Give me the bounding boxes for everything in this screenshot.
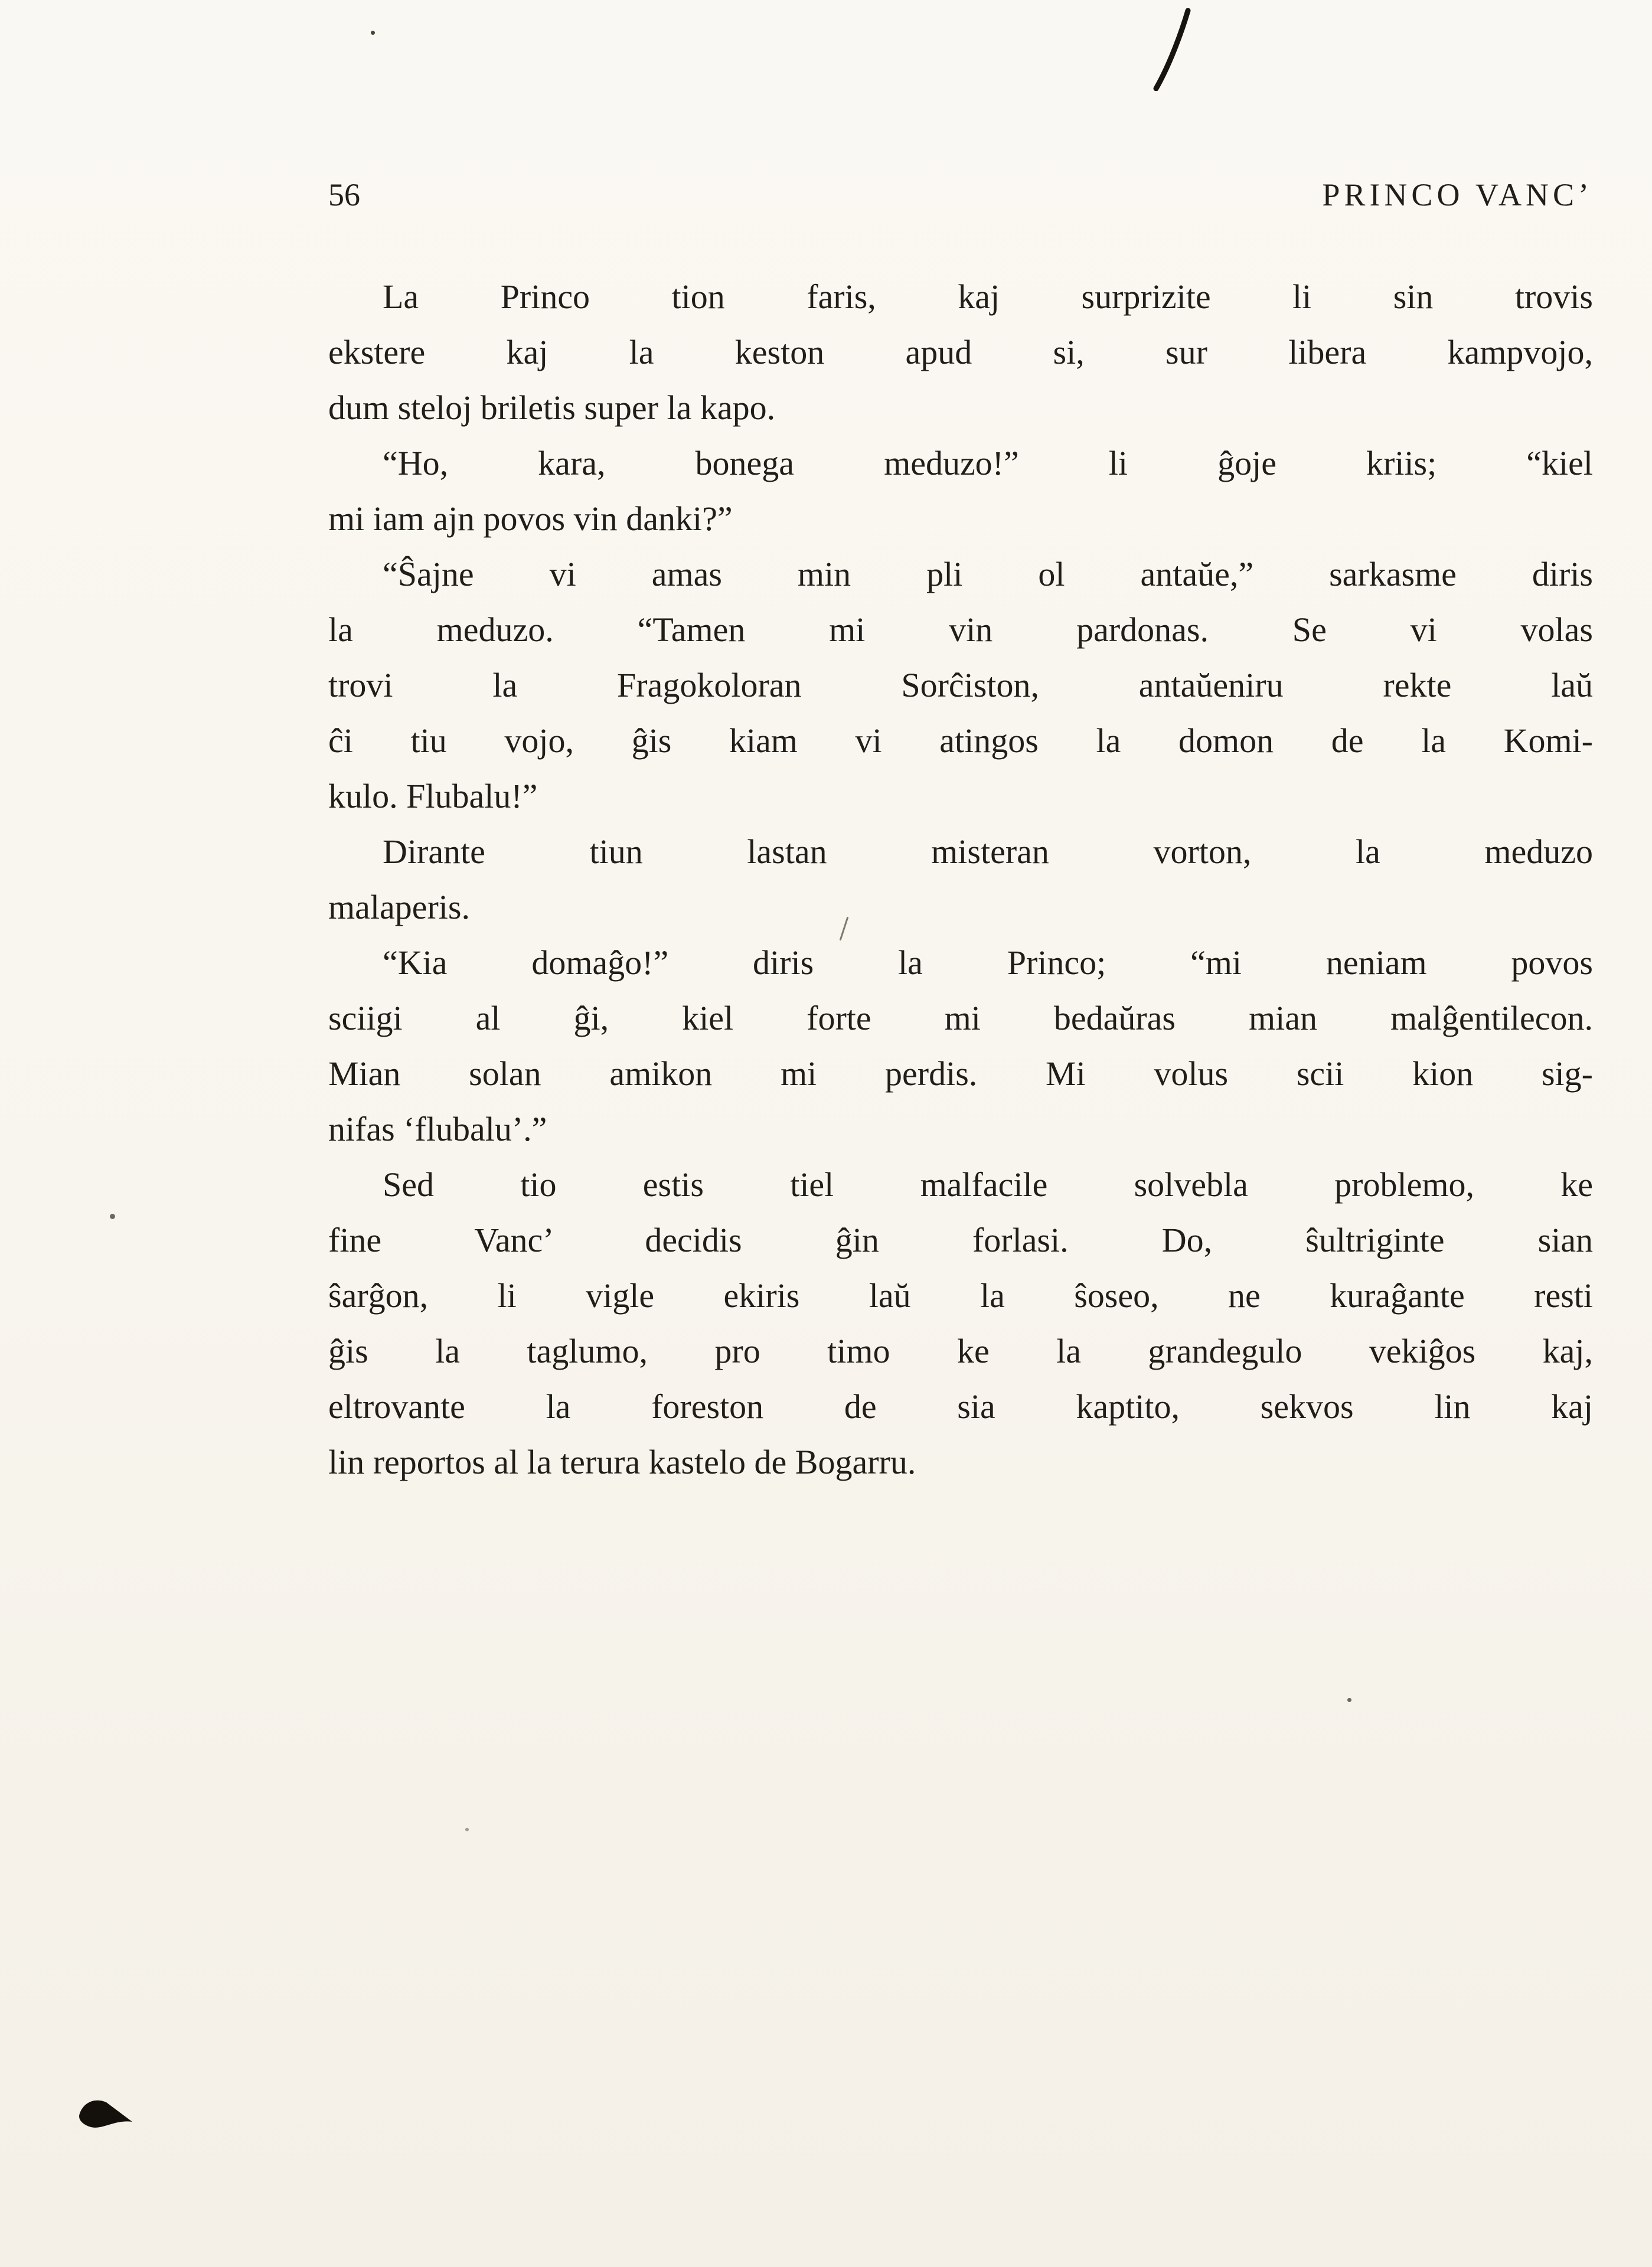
text-line: dum steloj briletis super la kapo. [328, 388, 776, 427]
paragraph [328, 935, 1593, 1157]
paragraph [328, 547, 1593, 824]
text-line: ŝarĝon, li vigle ekiris laŭ la ŝoseo, ne kuraĝante resti [328, 1276, 1593, 1315]
page-number: 56 [328, 177, 360, 213]
text-line: fine Vanc’ decidis ĝin forlasi. Do, ŝultriginte sian [328, 1221, 1593, 1259]
paragraph [328, 1157, 1593, 1490]
page-content [328, 177, 1593, 1490]
text-line: ĝis la taglumo, pro timo ke la grandegulo vekiĝos kaj, [328, 1332, 1593, 1370]
scan-speck [465, 1828, 469, 1831]
text-line: La Princo tion faris, kaj surprizite li sin trovis [383, 277, 1593, 316]
text-line: ĉi tiu vojo, ĝis kiam vi atingos la domon de la Komi- [328, 721, 1593, 760]
running-title: PRINCO VANC’ [1322, 177, 1593, 213]
text-line: Mian solan amikon mi perdis. Mi volus scii kion sig- [328, 1054, 1593, 1093]
scan-speck [371, 31, 375, 35]
scan-speck [110, 1214, 115, 1219]
text-line: Sed tio estis tiel malfacile solvebla problemo, ke [383, 1165, 1593, 1204]
text-line: “Kia domaĝo!” diris la Princo; “mi neniam povos [383, 943, 1593, 982]
paragraph [328, 436, 1593, 547]
text-line: Dirante tiun lastan misteran vorton, la meduzo [383, 832, 1593, 871]
text-line: malaperis. [328, 888, 470, 926]
text-line: sciigi al ĝi, kiel forte mi bedaŭras mian malĝentilecon. [328, 999, 1593, 1037]
text-line: la meduzo. “Tamen mi vin pardonas. Se vi volas [328, 610, 1593, 649]
text-block [328, 269, 1593, 1490]
ink-blot [78, 2095, 135, 2132]
text-line: eltrovante la foreston de sia kaptito, sekvos lin kaj [328, 1387, 1593, 1426]
text-line: “Ŝajne vi amas min pli ol antaŭe,” sarkasme diris [383, 555, 1593, 593]
text-line: kulo. Flubalu!” [328, 777, 538, 815]
text-line: mi iam ajn povos vin danki?” [328, 499, 733, 538]
text-line: lin reportos al la terura kastelo de Bogarru. [328, 1443, 916, 1481]
handwritten-pen-mark [1145, 8, 1199, 91]
scan-speck [1347, 1698, 1351, 1702]
page-header [328, 177, 1593, 213]
paragraph [328, 824, 1593, 935]
text-line: nifas ‘flubalu’.” [328, 1110, 547, 1148]
text-line: trovi la Fragokoloran Sorĉiston, antaŭeniru rekte laŭ [328, 666, 1593, 704]
text-line: “Ho, kara, bonega meduzo!” li ĝoje kriis; “kiel [383, 444, 1593, 482]
text-line: ekstere kaj la keston apud si, sur libera kampvojo, [328, 333, 1593, 371]
paragraph [328, 269, 1593, 436]
